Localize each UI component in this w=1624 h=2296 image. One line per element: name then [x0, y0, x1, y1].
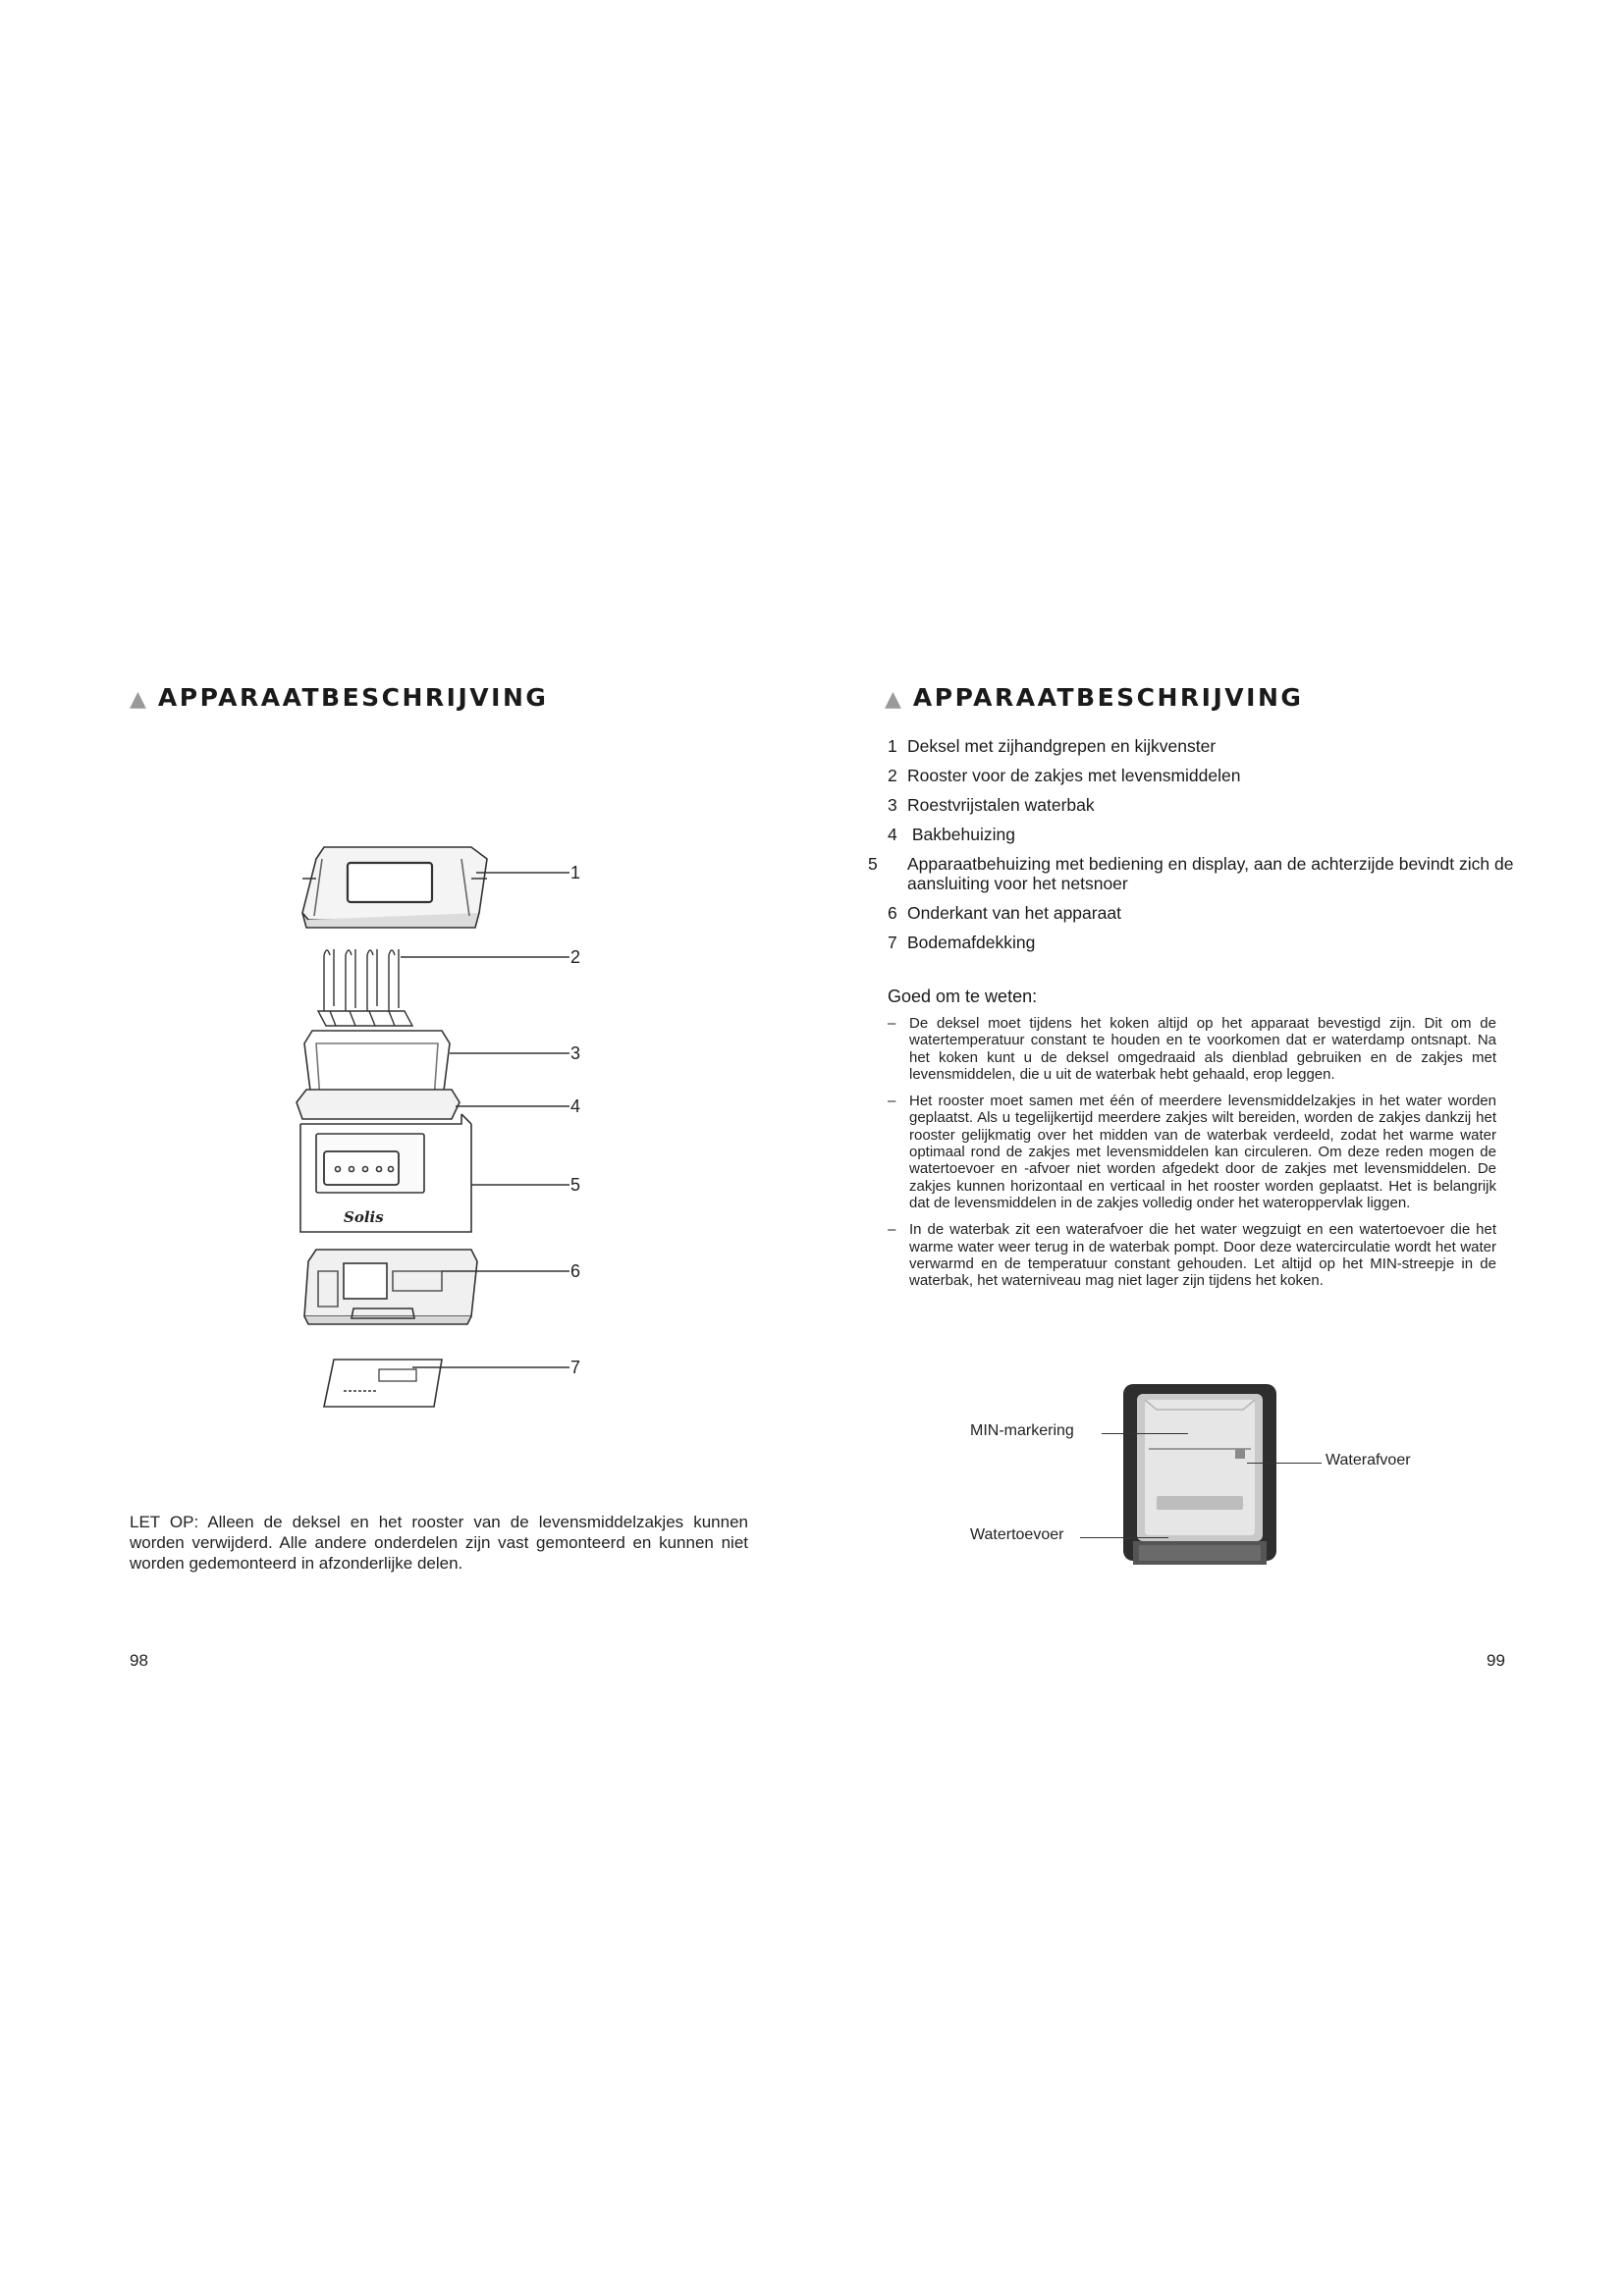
min-marking-label: MIN-markering	[970, 1422, 1074, 1439]
list-item: – Het rooster moet samen met één of meerdere levensmiddelzakjes in het water worden geplaatst. Als u tegelijkertijd meerdere zakjes wilt bereiden, worden de zakjes dankzij het rooster gelijkmatig over het midden van de waterbak verdeeld, zodat het warme water optimaal rond de zakjes met levensmiddelen kan circuleren. Om deze reden mogen de watertoevoer en -afvoer niet worden afgedekt door de zakjes met levensmiddelen. De zakjes kunnen horizontaal en verticaal in het rooster worden geplaatst. Het is belangrijk dat de levensmiddelen in de zakjes volledig onder het wateroppervlak liggen.	[888, 1093, 1496, 1211]
caution-text: Alleen de deksel en het rooster van de levensmiddelzakjes kunnen worden verwijderd. Alle andere onderdelen zijn vast gemonteerd en kunnen niet worden gedemonteerd in afzonderlijke delen.	[130, 1513, 748, 1573]
triangle-icon: ▲	[885, 687, 901, 712]
caution-note	[130, 1512, 748, 1574]
parts-list	[868, 736, 1516, 962]
water-inlet-leader	[1080, 1537, 1168, 1538]
water-inlet-label: Watertoevoer	[970, 1526, 1064, 1543]
list-item: 3 Roestvrijstalen waterbak	[888, 795, 1095, 815]
exploded-view-illustration	[295, 839, 609, 1477]
rack-part	[318, 949, 412, 1026]
list-item: 1 Deksel met zijhandgrepen en kijkvenster	[888, 736, 1217, 756]
page-number-left: 98	[130, 1651, 148, 1670]
lid-part	[302, 847, 487, 928]
list-item: 5 Apparaatbehuizing met bediening en display, aan de achterzijde bevindt zich de aansluiting voor het netsnoer	[868, 854, 1514, 893]
callout-2: 2	[570, 947, 581, 967]
list-item: – De deksel moet tijdens het koken altijd op het apparaat bevestigd zijn. Dit om de watertemperatuur constant te houden en te voorkomen dat er waterdamp ontsnapt. Na het koken kunt u de deksel omgedraaid als dienblad gebruiken en de zakjes met levensmiddelen, die u uit de waterbak hebt gehaald, erop leggen.	[888, 1015, 1496, 1083]
underside-part	[304, 1250, 477, 1324]
list-item: – In de waterbak zit een waterafvoer die het water wegzuigt en een watertoevoer die het warme water weer terug in de waterbak pompt. Door deze watercirculatie wordt het water verwarmd en de temperatuur constant gehouden. Let altijd op het MIN-streepje in de waterbak, het waterniveau mag niet lager zijn tijdens het koken.	[888, 1221, 1496, 1290]
list-item: 7 Bodemafdekking	[888, 933, 1036, 952]
callout-5: 5	[570, 1175, 581, 1195]
right-page-heading: ▲ APPARAATBESCHRIJVING	[885, 683, 1304, 712]
callout-1: 1	[570, 863, 581, 882]
left-page-heading: ▲ APPARAATBESCHRIJVING	[130, 683, 549, 712]
water-bath-illustration	[1119, 1380, 1280, 1572]
list-item: 4 Bakbehuizing	[888, 825, 1015, 844]
callout-7: 7	[570, 1358, 581, 1377]
tips-list	[888, 1015, 1496, 1299]
caution-label: LET OP:	[130, 1513, 199, 1531]
min-marking-leader	[1102, 1433, 1188, 1434]
page-number-right: 99	[1487, 1651, 1505, 1670]
list-item: 2 Rooster voor de zakjes met levensmiddelen	[888, 766, 1241, 785]
callout-3: 3	[570, 1043, 581, 1063]
bottom-cover-part	[324, 1360, 442, 1407]
appliance-housing-part	[300, 1114, 471, 1232]
solis-logo-text: Solis	[344, 1208, 384, 1226]
basin-housing-part	[297, 1090, 460, 1119]
callout-4: 4	[570, 1096, 581, 1116]
water-outlet-leader	[1247, 1463, 1322, 1464]
list-item: 6 Onderkant van het apparaat	[888, 903, 1121, 923]
good-to-know-title: Goed om te weten:	[888, 987, 1038, 1006]
water-outlet-label: Waterafvoer	[1326, 1452, 1411, 1468]
triangle-icon: ▲	[130, 687, 146, 712]
callout-6: 6	[570, 1261, 581, 1281]
